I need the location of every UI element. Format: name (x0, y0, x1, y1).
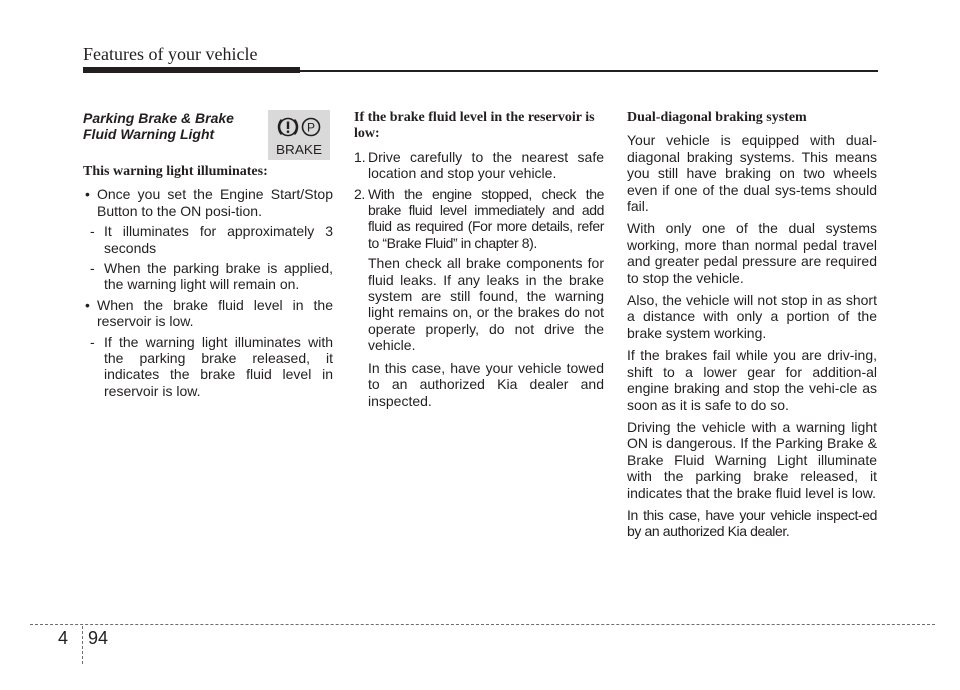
section-title (83, 110, 263, 142)
sub-item-parking-brake-text: When the parking brake is applied, the warning light will remain on. (104, 260, 333, 293)
paragraph-check-components: Then check all brake components for fluid leaks. If any leaks in the brake system are still found, the warning light remains on, or the brakes do not operate properly, do not drive the vehicle. (368, 255, 604, 354)
chapter-number: 4 (58, 628, 69, 648)
paragraph-dangerous: Driving the vehicle with a warning light ON is dangerous. If the Parking Brake & Brake Fluid Warning Light illuminate with the parking brake released, it indicates that the brake fluid level is low. (627, 418, 877, 501)
paragraph-short-distance: Also, the vehicle will not stop in as short a distance with only a portion of the brake system working. (627, 292, 877, 341)
illuminates-subheading: This warning light illuminates: (83, 164, 268, 179)
step-1-number: 1. (354, 148, 366, 165)
column-middle (354, 110, 604, 415)
step-1-text: Drive carefully to the nearest safe location and stop your vehicle. (368, 148, 604, 182)
bullet-start-button-text: • Once you set the Engine Start/Stop Button to the ON posi-tion. (97, 186, 333, 219)
sub-item-parking-brake (90, 260, 333, 293)
section-title-line-1: Parking Brake & Brake (83, 110, 234, 126)
bullet-fluid-low-text: • When the brake fluid level in the reservoir is low. (97, 296, 333, 330)
paragraph-towed: In this case, have your vehicle towed to an authorized Kia dealer and inspected. (368, 359, 604, 409)
paragraph-one-system: With only one of the dual systems working, more than normal pedal travel and greater pedal pressure are required to stop the vehicle. (627, 220, 877, 286)
dual-diagonal-heading: Dual-diagonal braking system (627, 110, 807, 125)
paragraph-dual-system: Your vehicle is equipped with dual-diagonal braking systems. This means you still have braking on two wheels even if one of the dual sys-tems should fail. (627, 132, 877, 215)
section-title-line-2: Fluid Warning Light (83, 126, 215, 142)
paragraph-brakes-fail: If the brakes fail while you are driv-ing, shift to a lower gear for addition-al engine braking and stop the vehi-cle as soon as it is safe to do so. (627, 347, 877, 413)
dash-marker: - (90, 223, 95, 240)
footer-divider (82, 626, 83, 664)
sub-item-released-text: If the warning light illuminates with the parking brake released, it indicates the brake fluid level in reservoir is low. (104, 333, 333, 399)
step-2-number: 2. (354, 185, 365, 202)
step-1 (354, 149, 604, 182)
dash-marker: - (90, 333, 95, 350)
step-2 (354, 186, 604, 252)
footer-rule (30, 624, 935, 625)
header-rule-thick (83, 67, 300, 73)
page-number: 94 (88, 628, 109, 648)
bullet-start-button (83, 186, 333, 219)
paragraph-inspected: In this case, have your vehicle inspect-ed by an authorized Kia dealer. (627, 506, 877, 540)
svg-text:P: P (306, 120, 316, 135)
page-header-title: Features of your vehicle (83, 44, 258, 64)
sub-item-3-seconds-text: It illuminates for approximately 3 seconds (104, 223, 333, 256)
step-2-text: With the engine stopped, check the brake fluid level immediately and add fluid as required (For more details, refer to “Brake Fluid” in chapter 8). (368, 185, 604, 251)
column-right (627, 110, 877, 546)
sub-item-released (90, 334, 333, 400)
fluid-low-heading: If the brake fluid level in the reservoir is low: (354, 110, 595, 142)
column-left (83, 110, 333, 403)
sub-item-3-seconds (90, 223, 333, 256)
brake-icon-label: BRAKE (276, 142, 323, 157)
dash-marker: - (90, 260, 95, 277)
header-rule-thin (300, 70, 878, 72)
bullet-fluid-low (83, 297, 333, 330)
